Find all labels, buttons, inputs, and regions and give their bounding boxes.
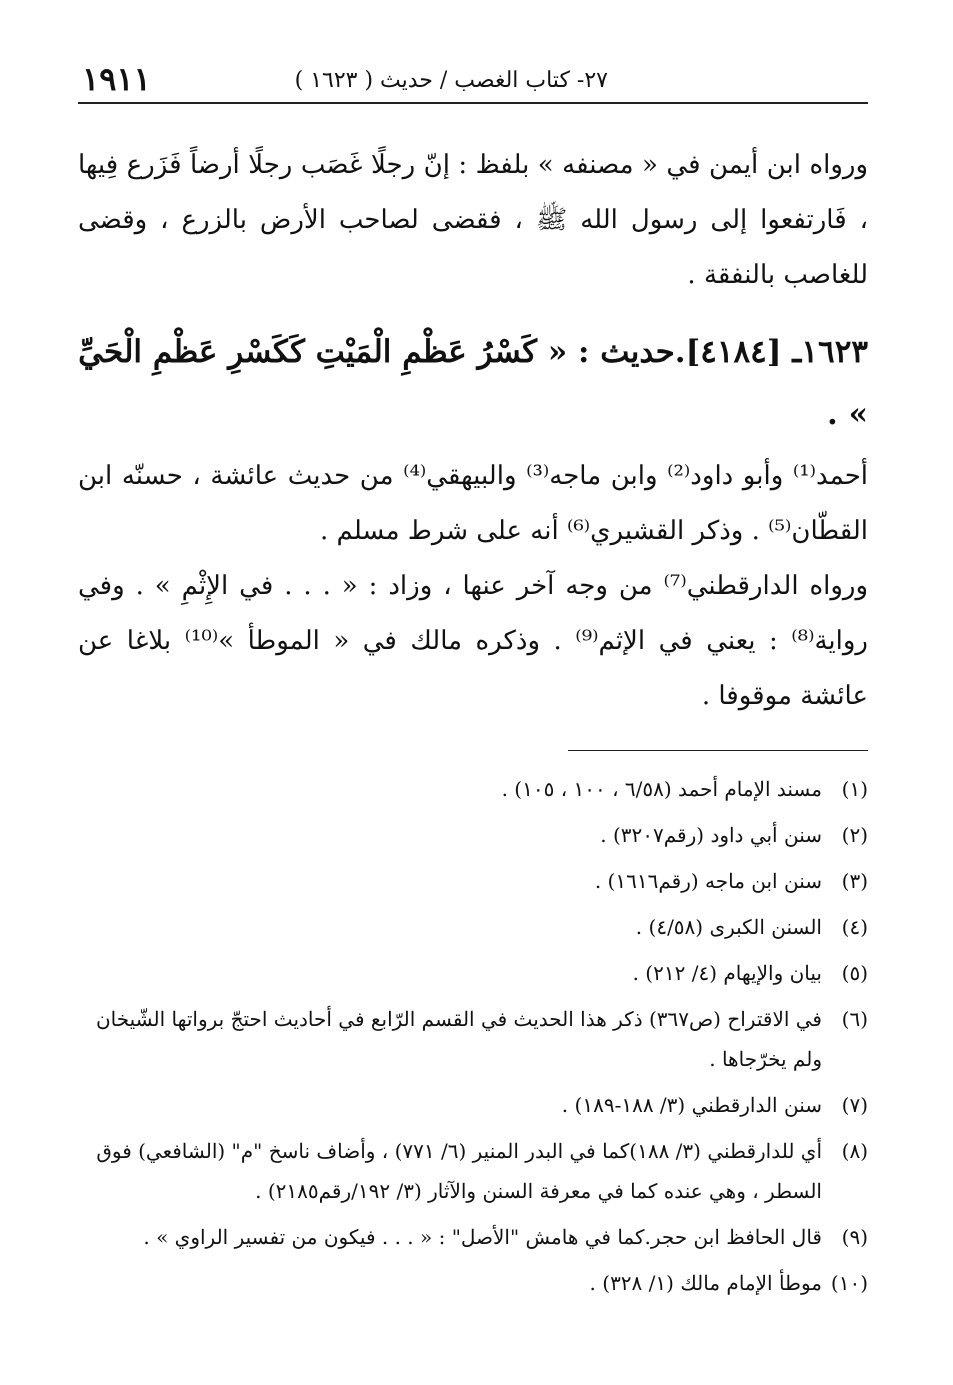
footnote	[78, 953, 868, 993]
footnote	[78, 1217, 868, 1257]
paragraph-takhrij: أحمد⁽¹⁾ وأبو داود⁽²⁾ وابن ماجه⁽³⁾ والبيهقي⁽⁴⁾ من حديث عائشة ، حسنّه ابن القطّان⁽⁵⁾ . وذكر القشيري⁽⁶⁾ أنه على شرط مسلم .	[78, 461, 869, 546]
footnote-text: سنن ابن ماجه (رقم١٦١٦) .	[594, 869, 822, 893]
footnote-number: (٩)	[841, 1225, 868, 1249]
footnote-text: سنن أبي داود (رقم٣٢٠٧) .	[600, 823, 822, 847]
footnote-number: (٨)	[841, 1139, 868, 1163]
paragraph-daraqutni: ورواه الدارقطني⁽⁷⁾ من وجه آخر عنها ، وزاد : « . . . في الإِثْمِ » . وفي رواية⁽⁸⁾ : يعني في الإثم⁽⁹⁾ . وذكره مالك في « الموطأ »⁽¹⁰⁾ بلاغا عن عائشة موقوفا .	[78, 571, 868, 711]
hadith-number: ١٦٢٣ـ [٤١٨٤].حديث :	[578, 334, 868, 370]
footnote	[78, 907, 868, 947]
footnote-text: قال الحافظ ابن حجر.كما في هامش "الأصل" : « . . . فيكون من تفسير الراوي » .	[143, 1225, 822, 1249]
book-page	[78, 58, 868, 1309]
page-number: ١٩١١	[82, 60, 151, 98]
hadith-matn: « كَسْرُ عَظْمِ الْمَيْتِ كَكَسْرِ عَظْمِ الْحَيِّ » .	[78, 334, 868, 432]
footnote	[78, 1263, 868, 1303]
footnote-number: (٣)	[841, 869, 868, 893]
footnote-text: السنن الكبرى (٤/٥٨) .	[635, 915, 822, 939]
paragraph-ibn-ayman: ورواه ابن أيمن في « مصنفه » بلفظ : إنّ رجلًا غَصَب رجلًا أرضاً فَزَرع فِيها ، فَارتفعوا إلى رسول الله ﷺ ، فقضى لصاحب الأرض بالزرع ، وقضى للغاصب بالنفقة .	[78, 150, 868, 290]
footnotes-list	[78, 769, 868, 1303]
footnote	[78, 1131, 868, 1211]
footnote	[78, 999, 868, 1079]
footnote-number: (٦)	[841, 1007, 868, 1031]
footnote-divider	[568, 750, 868, 751]
footnote-number: (١)	[841, 777, 868, 801]
main-text	[78, 138, 868, 724]
footnote	[78, 815, 868, 855]
footnote-number: (٧)	[841, 1093, 868, 1117]
hadith-heading	[78, 321, 868, 445]
footnote-text: أي للدارقطني (٣/ ١٨٨)كما في البدر المنير (٦/ ٧٧١) ، وأضاف ناسخ "م" (الشافعي) فوق السطر ، وهي عنده كما في معرفة السنن والآثار (٣/ ١٩٢/رقم٢١٨٥) .	[96, 1139, 822, 1203]
footnote-text: مسند الإمام أحمد (٦/٥٨ ، ١٠٠ ، ١٠٥) .	[501, 777, 822, 801]
footnote-text: في الاقتراح (ص٣٦٧) ذكر هذا الحديث في القسم الرّابع في أحاديث احتجّ برواتها الشّيخان ولم يخرّجاها .	[95, 1007, 822, 1071]
footnote-text: سنن الدارقطني (٣/ ١٨٨-١٨٩) .	[561, 1093, 822, 1117]
running-head: ٢٧- كتاب الغصب / حديث ( ١٦٢٣ )	[294, 68, 608, 93]
page-header	[78, 58, 868, 104]
footnote-number: (٥)	[841, 961, 868, 985]
footnote-text: موطأ الإمام مالك (١/ ٣٢٨) .	[589, 1271, 822, 1295]
footnote-number: (١٠)	[830, 1271, 868, 1295]
footnote-number: (٢)	[841, 823, 868, 847]
footnote	[78, 1085, 868, 1125]
footnote	[78, 769, 868, 809]
footnote-text: بيان والإيهام (٤/ ٢١٢) .	[632, 961, 822, 985]
footnote-number: (٤)	[841, 915, 868, 939]
footnote	[78, 861, 868, 901]
